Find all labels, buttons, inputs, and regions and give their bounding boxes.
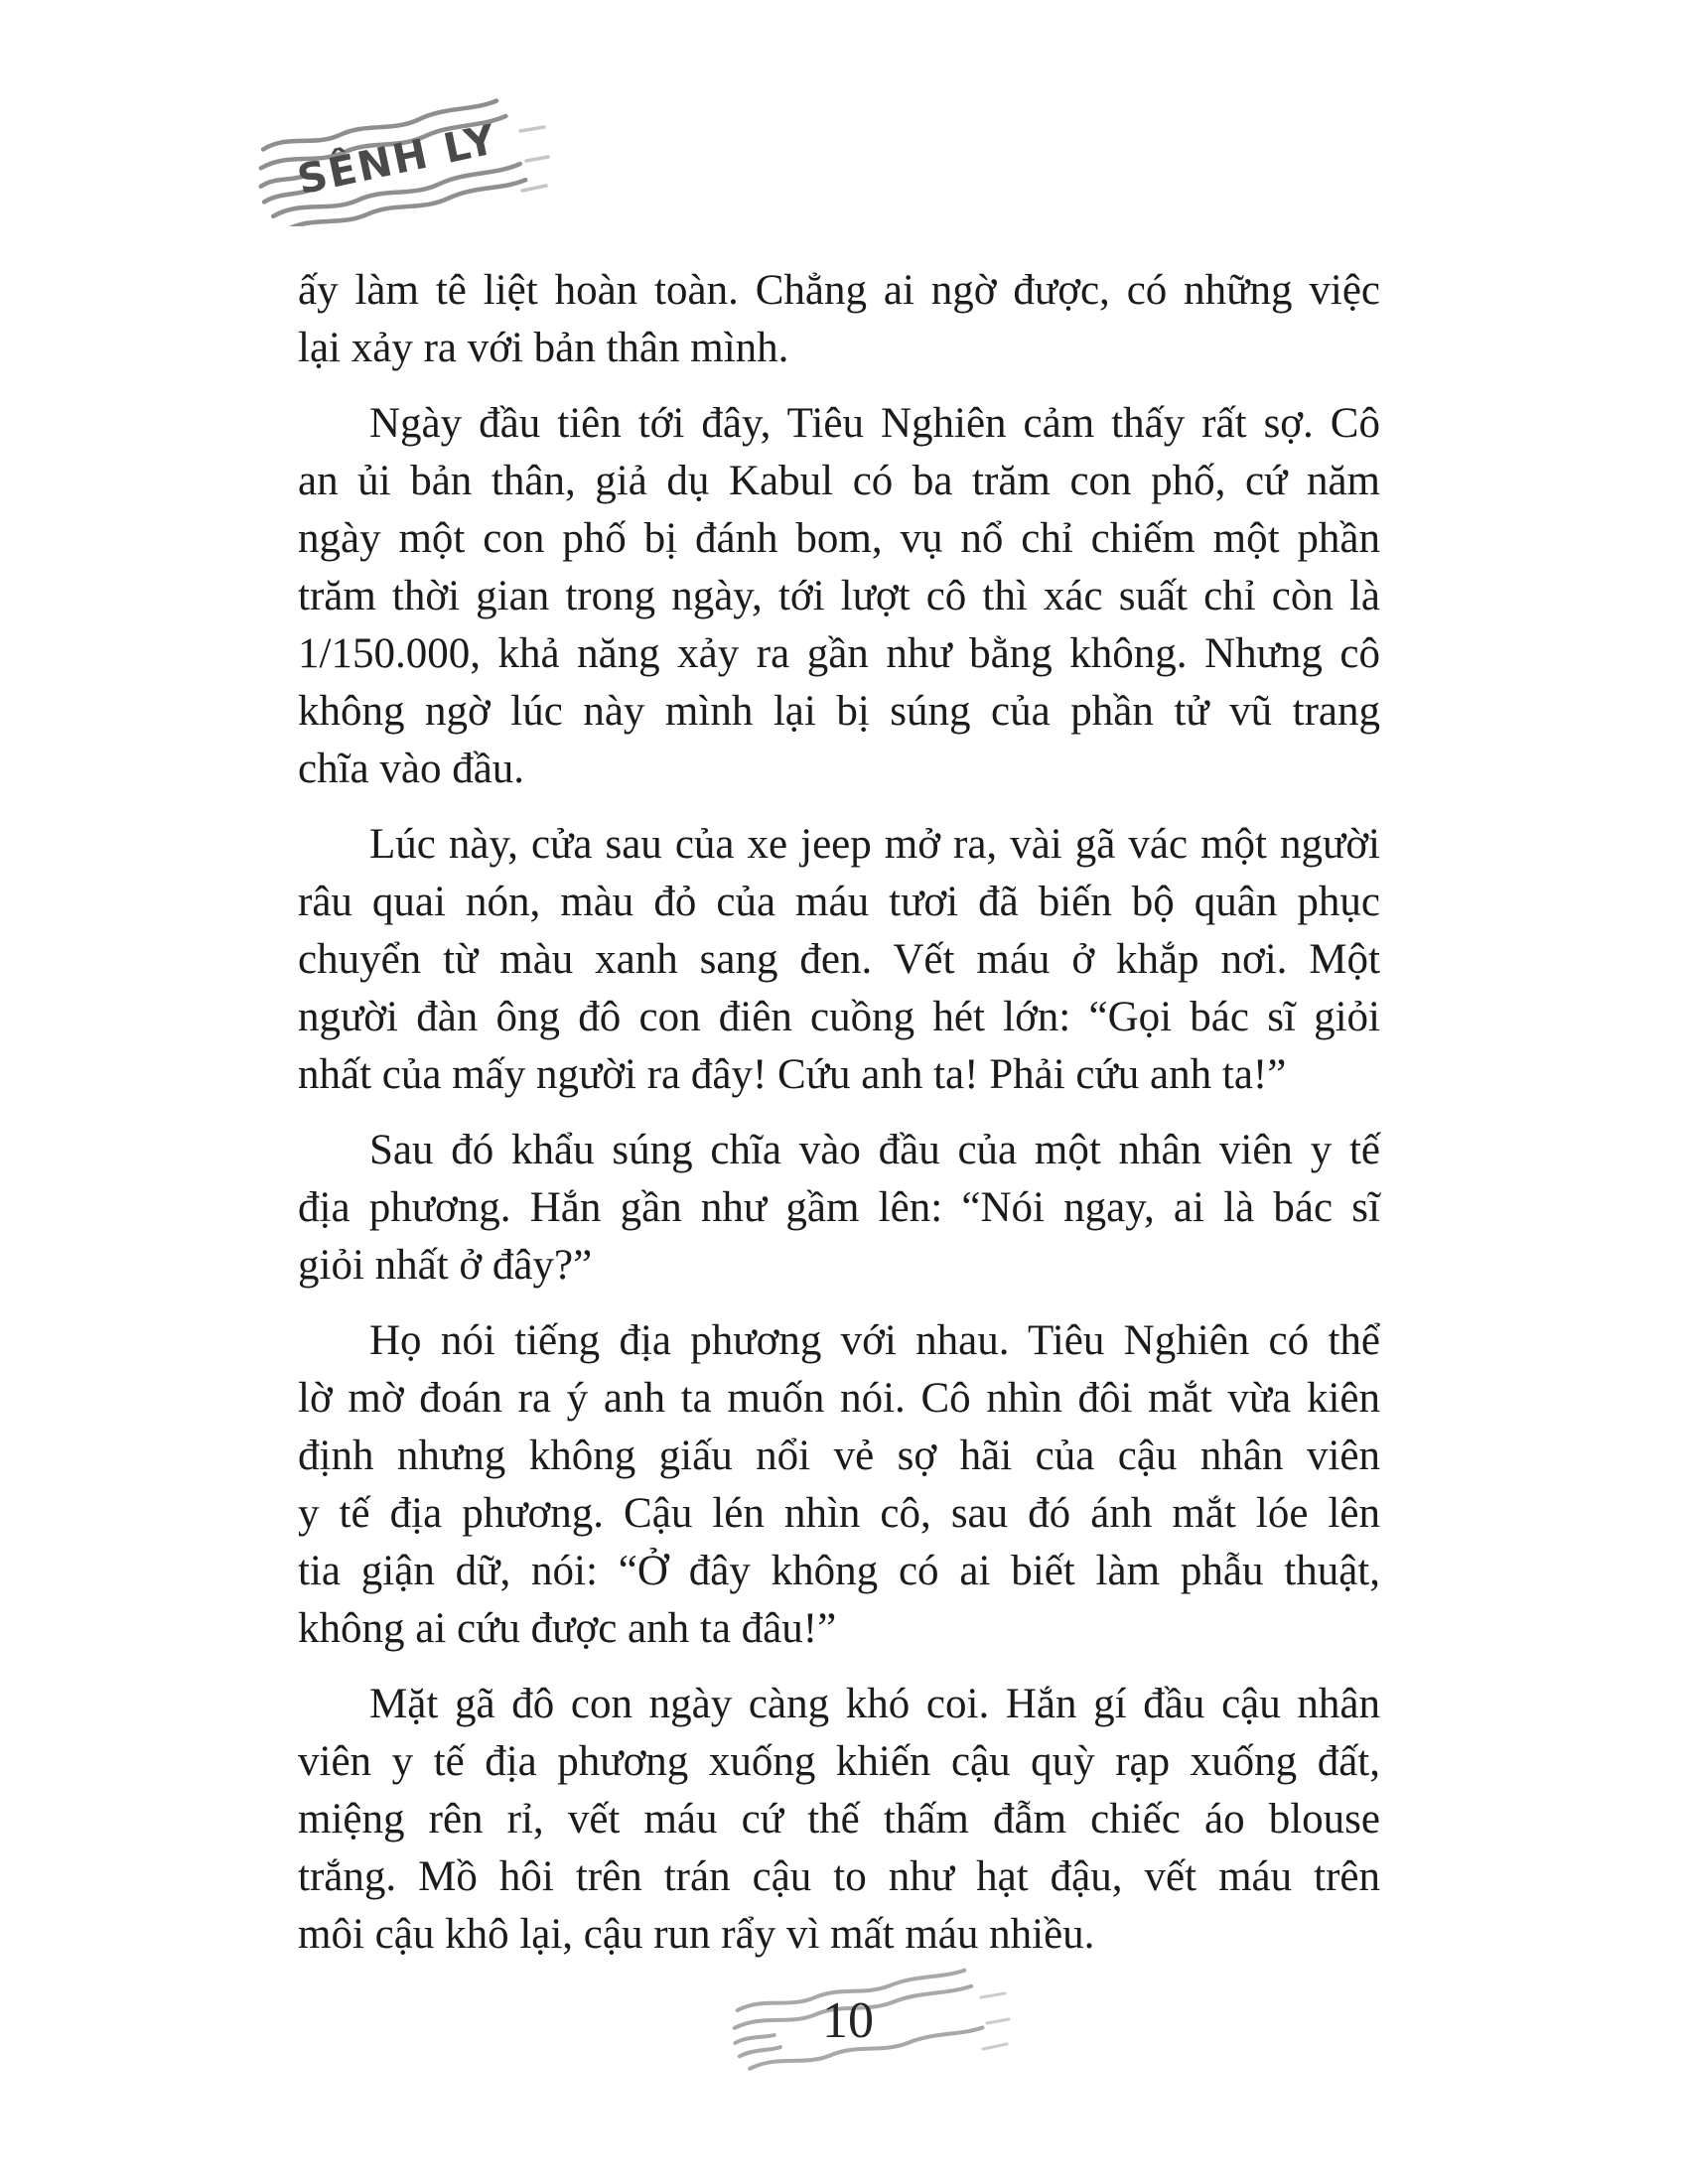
text-line: Mặt gã đô con ngày càng khó coi. Hắn gí đầu cậu nhân (369, 1681, 1380, 1727)
text-line: không ai cứu được anh ta đâu!” (298, 1605, 837, 1652)
footer-dashes (981, 1993, 1009, 2049)
paragraph (298, 1676, 1380, 1964)
text-line: người đàn ông đô con điên cuồng hét lớn: “Gọi bác sĩ giỏi (298, 994, 1380, 1040)
text-line: y tế địa phương. Cậu lén nhìn cô, sau đó ánh mắt lóe lên (298, 1490, 1380, 1537)
text-line: không ngờ lúc này mình lại bị súng của phần tử vũ trang (298, 688, 1380, 735)
text-line: Sau đó khẩu súng chĩa vào đầu của một nhân viên y tế (369, 1127, 1380, 1173)
text-line: địa phương. Hắn gần như gầm lên: “Nói ngay, ai là bác sĩ (298, 1184, 1380, 1231)
text-line: Ngày đầu tiên tới đây, Tiêu Nghiên cảm thấy rất sợ. Cô (369, 400, 1380, 447)
text-line: lờ mờ đoán ra ý anh ta muốn nói. Cô nhìn đôi mắt vừa kiên (298, 1375, 1380, 1422)
text-line: ấy làm tê liệt hoàn toàn. Chẳng ai ngờ được, có những việc (298, 267, 1380, 314)
body-text (298, 262, 1380, 1981)
text-line: an ủi bản thân, giả dụ Kabul có ba trăm con phố, cứ năm (298, 458, 1380, 504)
text-line: chĩa vào đầu. (298, 746, 525, 792)
text-line: viên y tế địa phương xuống khiến cậu quỳ rạp xuống đất, (298, 1738, 1380, 1785)
text-line: giỏi nhất ở đây?” (298, 1242, 593, 1289)
paragraph (298, 262, 1380, 377)
text-line: trắng. Mồ hôi trên trán cậu to như hạt đậu, vết máu trên (298, 1853, 1380, 1900)
page-number: 10 (822, 1992, 874, 2049)
text-line: Lúc này, cửa sau của xe jeep mở ra, vài gã vác một người (369, 821, 1380, 868)
paragraph (298, 816, 1380, 1104)
paragraph (298, 1122, 1380, 1295)
paragraph (298, 1312, 1380, 1658)
publisher-logo-text: SÊNH LY (293, 114, 501, 205)
text-line: lại xảy ra với bản thân mình. (298, 325, 789, 371)
text-line: tia giận dữ, nói: “Ở đây không có ai biết làm phẫu thuật, (298, 1548, 1380, 1594)
text-line: môi cậu khô lại, cậu run rẩy vì mất máu nhiều. (298, 1911, 1095, 1958)
text-line: trăm thời gian trong ngày, tới lượt cô thì xác suất chỉ còn là (298, 573, 1380, 619)
text-line: Họ nói tiếng địa phương với nhau. Tiêu Nghiên có thể (369, 1317, 1380, 1364)
text-line: 1/150.000, khả năng xảy ra gần như bằng không. Nhưng cô (298, 630, 1380, 677)
paragraph (298, 395, 1380, 798)
text-line: định nhưng không giấu nổi vẻ sợ hãi của cậu nhân viên (298, 1433, 1380, 1479)
text-line: râu quai nón, màu đỏ của máu tươi đã biến bộ quân phục (298, 879, 1380, 925)
page-footer-stamp (721, 1958, 1019, 2077)
publisher-stamp (246, 87, 554, 226)
text-line: ngày một con phố bị đánh bom, vụ nổ chỉ chiếm một phần (298, 515, 1380, 562)
text-line: miệng rên rỉ, vết máu cứ thế thấm đẫm chiếc áo blouse (298, 1796, 1380, 1843)
text-line: nhất của mấy người ra đây! Cứu anh ta! Phải cứu anh ta!” (298, 1051, 1287, 1098)
text-line: chuyển từ màu xanh sang đen. Vết máu ở khắp nơi. Một (298, 936, 1380, 983)
